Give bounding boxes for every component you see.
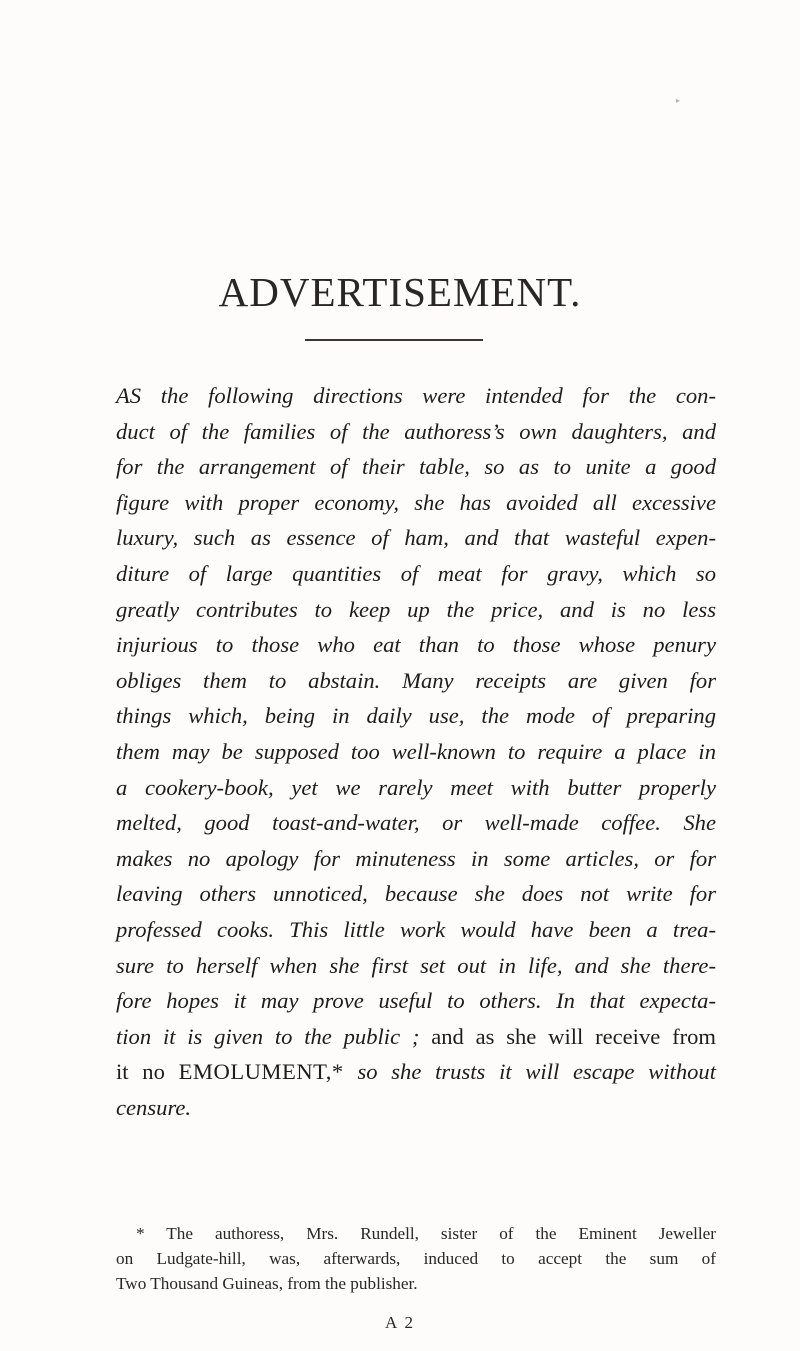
body-line: injurious to those who eat than to those whose penury <box>116 632 716 658</box>
body-line: luxury, such as essence of ham, and that wasteful expen- <box>116 525 716 551</box>
body-line: obliges them to abstain. Many receipts are given for <box>116 667 716 693</box>
body-line: a cookery-book, yet we rarely meet with butter properly <box>116 774 716 800</box>
body-line: sure to herself when she first set out in life, and she there- <box>116 952 716 978</box>
footnote-line: on Ludgate-hill, was, afterwards, induced to accept the sum of <box>116 1249 716 1268</box>
body-line: leaving others unnoticed, because she does not write for <box>116 881 716 907</box>
body-line: fore hopes it may prove useful to others. In that expecta- <box>116 988 716 1014</box>
body-line: censure. <box>116 1094 192 1120</box>
body-line-mixed <box>116 1019 716 1055</box>
footnote-line: Two Thousand Guineas, from the publisher. <box>116 1274 418 1293</box>
body-line: things which, being in daily use, the mode of preparing <box>116 703 716 729</box>
body-line-roman-part: and as she will receive from <box>419 1023 716 1049</box>
body-line: diture of large quantities of meat for gravy, which so <box>116 560 716 586</box>
body-line: makes no apology for minuteness in some articles, or for <box>116 845 716 871</box>
body-line: melted, good toast-and-water, or well-made coffee. She <box>116 810 716 836</box>
body-line: them may be supposed too well-known to require a place in <box>116 738 716 764</box>
body-line: professed cooks. This little work would have been a trea- <box>116 916 716 942</box>
footnote-line: * The authoress, Mrs. Rundell, sister of the Eminent Jeweller <box>136 1224 716 1243</box>
emolument-word: EMOLUMENT,* <box>178 1059 344 1085</box>
signature-mark: A 2 <box>384 1313 416 1332</box>
body-line: duct of the families of the authoress’s own daughters, and <box>116 418 716 444</box>
body-line-italic-part: tion it is given to the public ; <box>116 1023 420 1049</box>
advertisement-body <box>116 378 716 1125</box>
body-line: greatly contributes to keep up the price, and is no less <box>116 596 716 622</box>
corner-mark: ▸ <box>676 96 681 105</box>
body-line-italic-part: so she trusts it will escape without <box>343 1059 716 1085</box>
body-line-mixed <box>116 1054 716 1090</box>
page-title: ADVERTISEMENT. <box>218 269 582 315</box>
title-rule <box>305 339 483 341</box>
body-line-roman-part: it no <box>116 1059 179 1085</box>
footnote <box>116 1221 716 1296</box>
body-line: AS the following directions were intended for the con- <box>116 383 716 408</box>
body-line: figure with proper economy, she has avoided all excessive <box>116 489 716 515</box>
body-line: for the arrangement of their table, so as to unite a good <box>116 454 716 480</box>
